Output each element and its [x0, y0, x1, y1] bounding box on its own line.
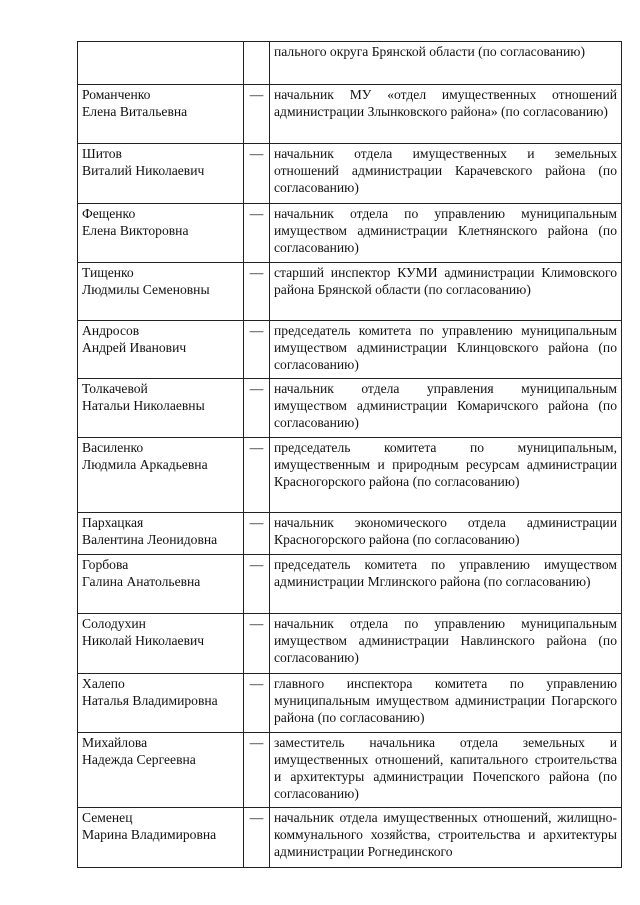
member-surname: Романченко [82, 87, 151, 102]
member-name-cell [78, 42, 244, 85]
table-row [78, 321, 622, 379]
table-row [78, 733, 622, 808]
member-surname: Михайлова [82, 735, 148, 750]
table-row [78, 85, 622, 144]
member-given-names: Наталья Владимировна [82, 693, 218, 708]
table-row [78, 144, 622, 204]
member-surname: Солодухин [82, 616, 146, 631]
dash-separator: — [244, 808, 270, 868]
dash-separator [244, 42, 270, 85]
member-position: председатель комитета по муниципальным, имущественным и природным ресурсам администрации Красногорского района (по согласованию) [270, 438, 622, 513]
member-surname: Халепо [82, 676, 125, 691]
member-given-names: Андрей Иванович [82, 340, 187, 355]
member-name-cell [78, 808, 244, 868]
table-body [78, 42, 622, 868]
member-name-cell [78, 204, 244, 263]
member-given-names: Надежда Сергеевна [82, 752, 196, 767]
member-position: председатель комитета по управлению муниципальным имуществом администрации Клинцовского района (по согласованию) [270, 321, 622, 379]
member-name-cell [78, 85, 244, 144]
member-position: начальник отдела управления муниципальным имуществом администрации Комаричского района (по согласованию) [270, 379, 622, 438]
dash-separator: — [244, 513, 270, 555]
dash-separator: — [244, 144, 270, 204]
dash-separator: — [244, 263, 270, 321]
table-row [78, 204, 622, 263]
dash-separator: — [244, 733, 270, 808]
member-position: председатель комитета по управлению имуществом администрации Мглинского района (по согласованию) [270, 555, 622, 614]
table-row [78, 438, 622, 513]
member-name-cell [78, 438, 244, 513]
dash-separator: — [244, 379, 270, 438]
dash-separator: — [244, 555, 270, 614]
member-given-names: Николай Николаевич [82, 633, 205, 648]
member-position: старший инспектор КУМИ администрации Климовского района Брянской области (по согласованию) [270, 263, 622, 321]
member-given-names: Галина Анатольевна [82, 574, 201, 589]
table-row [78, 614, 622, 674]
member-given-names: Елена Викторовна [82, 223, 189, 238]
table-row [78, 513, 622, 555]
dash-separator: — [244, 614, 270, 674]
table-row [78, 263, 622, 321]
member-given-names: Людмилы Семеновны [82, 282, 210, 297]
member-name-cell [78, 379, 244, 438]
member-name-cell [78, 733, 244, 808]
member-position: начальник МУ «отдел имущественных отношений администрации Злынковского района» (по согласованию) [270, 85, 622, 144]
table-row [78, 42, 622, 85]
dash-separator: — [244, 85, 270, 144]
member-surname: Семенец [82, 810, 133, 825]
member-position: начальник экономического отдела администрации Красногорского района (по согласованию) [270, 513, 622, 555]
member-position: главного инспектора комитета по управлению муниципальным имуществом администрации Погарского района (по согласованию) [270, 674, 622, 733]
member-surname: Пархацкая [82, 515, 144, 530]
member-surname: Василенко [82, 440, 144, 455]
member-surname: Фещенко [82, 206, 136, 221]
dash-separator: — [244, 204, 270, 263]
member-position: начальник отдела имущественных отношений, жилищно-коммунального хозяйства, строительства и архитектуры администрации Рогнединского [270, 808, 622, 868]
member-surname: Шитов [82, 146, 122, 161]
dash-separator: — [244, 674, 270, 733]
member-name-cell [78, 614, 244, 674]
member-surname: Горбова [82, 557, 129, 572]
member-name-cell [78, 263, 244, 321]
member-surname: Андросов [82, 323, 140, 338]
member-position: начальник отдела по управлению муниципальным имуществом администрации Клетнянского района (по согласованию) [270, 204, 622, 263]
table-row [78, 674, 622, 733]
member-name-cell [78, 321, 244, 379]
dash-separator: — [244, 321, 270, 379]
member-name-cell [78, 555, 244, 614]
member-given-names: Валентина Леонидовна [82, 532, 218, 547]
table-row [78, 555, 622, 614]
member-given-names: Виталий Николаевич [82, 163, 205, 178]
member-name-cell [78, 144, 244, 204]
member-given-names: Марина Владимировна [82, 827, 217, 842]
member-given-names: Елена Витальевна [82, 104, 188, 119]
member-name-cell [78, 513, 244, 555]
member-given-names: Натальи Николаевны [82, 398, 205, 413]
commission-members-table [77, 41, 622, 868]
member-name-cell [78, 674, 244, 733]
member-position: начальник отдела имущественных и земельных отношений администрации Карачевского района (по согласованию) [270, 144, 622, 204]
member-position: начальник отдела по управлению муниципальным имуществом администрации Навлинского района (по согласованию) [270, 614, 622, 674]
member-surname: Тищенко [82, 265, 134, 280]
dash-separator: — [244, 438, 270, 513]
table-row [78, 808, 622, 868]
member-surname: Толкачевой [82, 381, 148, 396]
member-position: пального округа Брянской области (по согласованию) [270, 42, 622, 85]
member-position: заместитель начальника отдела земельных и имущественных отношений, капитального строительства и архитектуры администрации Почепского района (по согласованию) [270, 733, 622, 808]
member-given-names: Людмила Аркадьевна [82, 457, 208, 472]
table-row [78, 379, 622, 438]
